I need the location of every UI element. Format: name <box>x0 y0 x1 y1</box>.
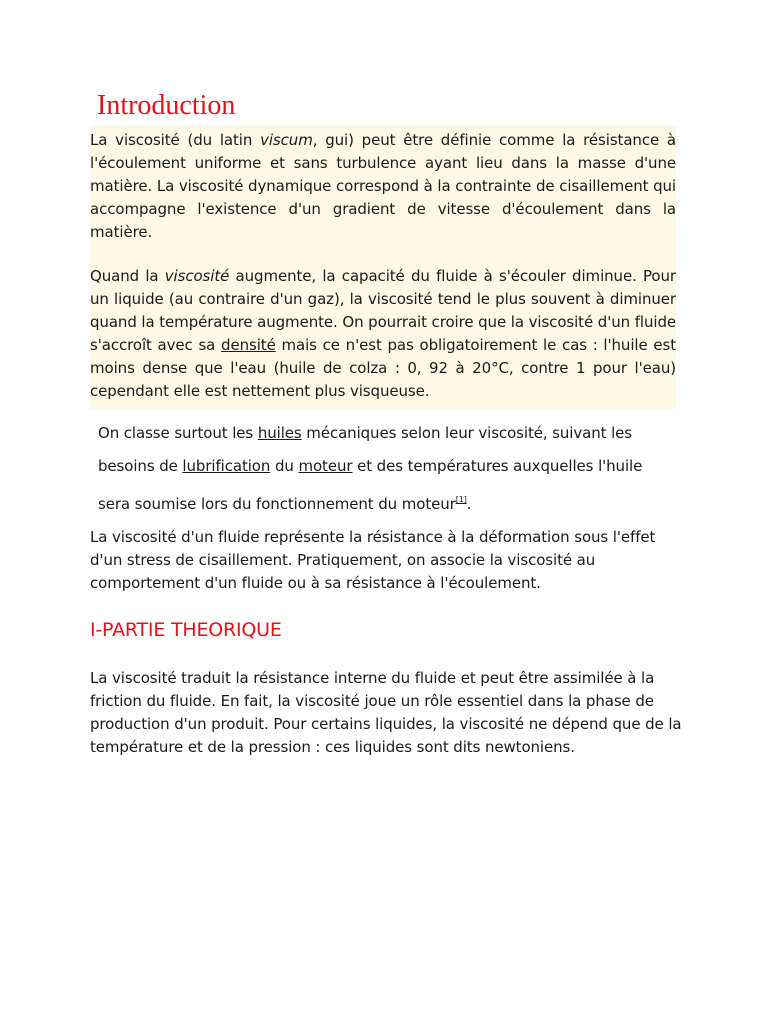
oils-text-a: On classe surtout les <box>98 424 258 442</box>
intro-p2-text-c: mais ce n'est pas obligatoirement le cas : l'huile est moins dense que l'eau (huile de colza : 0, 92 à 20°C, contre 1 pour l'eau) cependant elle est nettement plus visqueuse. <box>90 336 676 400</box>
intro-paragraph-2 <box>90 248 676 409</box>
footnote-ref-link[interactable]: [1] <box>455 495 467 504</box>
intro-p2-text-b: augmente, la capacité du fluide à s'écouler diminue. Pour un liquide (au contraire d'un gaz), la viscosité tend le plus souvent à diminuer quand la température augmente. On pourrait croire que la viscosité d'un fluide s'accroît avec sa <box>90 267 676 354</box>
huiles-link[interactable]: huiles <box>257 424 302 442</box>
intro-p2-italic-term: viscosité <box>164 267 230 285</box>
theory-paragraph: La viscosité traduit la résistance interne du fluide et peut être assimilée à la friction du fluide. En fait, la viscosité joue un rôle essentiel dans la phase de production d'un produit. Pour certains liquides, la viscosité ne dépend que de la température et de la pression : ces liquides sont dits newtoniens. <box>90 669 682 756</box>
page-title: Introduction <box>97 90 236 121</box>
intro-p2-text-a: Quand la <box>90 267 165 285</box>
oils-text-d: et des températures auxquelles l'huile sera soumise lors du fonctionnement du moteur <box>98 457 643 513</box>
lubrification-link[interactable]: lubrification <box>182 457 271 475</box>
densite-link[interactable]: densité <box>221 336 276 354</box>
oils-text-b: mécaniques selon leur viscosité, suivant les <box>301 424 633 442</box>
oils-text-c-placeholder: besoins de <box>98 457 183 475</box>
oils-text-c: du <box>270 457 299 475</box>
oils-text-e: . <box>466 495 472 513</box>
moteur-link[interactable]: moteur <box>298 457 353 475</box>
intro-p1-text-b: , gui) peut être définie comme la résistance à l'écoulement uniforme et sans turbulence ayant lieu dans la masse d'une matière. La viscosité dynamique correspond à la contrainte de cisaillement qui accompagne l'existence d'un gradient de vitesse d'écoulement dans la matière. <box>90 131 676 241</box>
intro-highlight-block <box>90 126 676 409</box>
intro-p1-text-a: La viscosité (du latin <box>90 131 261 149</box>
definition-paragraph: La viscosité d'un fluide représente la résistance à la déformation sous l'effet d'un stress de cisaillement. Pratiquement, on associe la viscosité au comportement d'un fluide ou à sa résistance à l'écoulement. <box>90 528 656 592</box>
intro-p1-latin-term: viscum <box>260 131 313 149</box>
oils-paragraph <box>98 417 698 521</box>
section-heading: I-PARTIE THEORIQUE <box>90 619 282 641</box>
intro-paragraph-1 <box>90 126 676 248</box>
